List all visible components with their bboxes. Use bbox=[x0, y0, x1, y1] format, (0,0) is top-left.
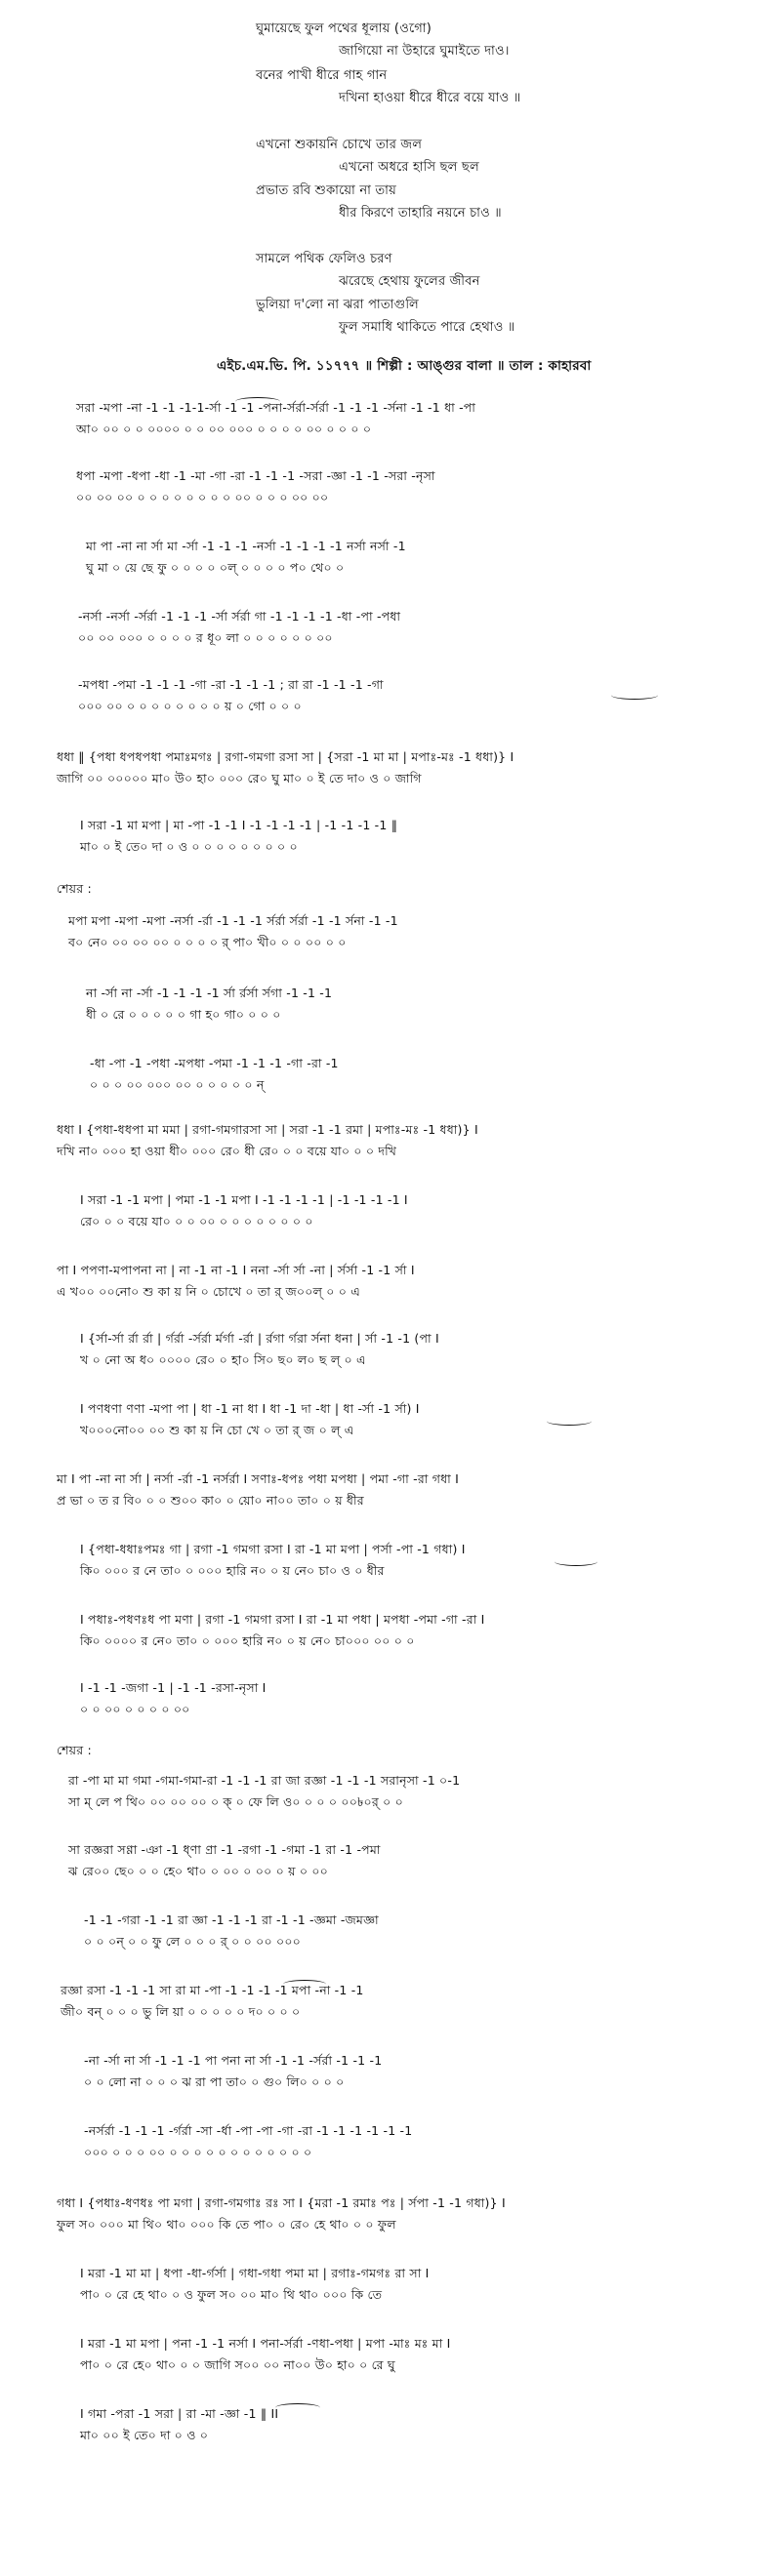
notation-swar: I মরা -1 মা মপা | পনা -1 -1 নর্সা I পনা-র্সর্রা -ণধা-পধা | মপা -মাঃ মঃ মা I bbox=[80, 2336, 451, 2351]
notation-swar: I পণধণা ণণা -মপা পা | ধা -1 না ধা I ধা -1 দা -ধা | ধা -র্সা -1 র্সা) I bbox=[80, 1401, 420, 1416]
lyric-line: ধীর কিরণে তাহারি নয়নে চাও ॥ bbox=[339, 206, 502, 221]
notation-swar: I সরা -1 -1 মপা | পমা -1 -1 মপা I -1 -1 -1 -1 | -1 -1 -1 -1 I bbox=[80, 1192, 408, 1207]
slur-mark bbox=[275, 2403, 320, 2412]
notation-bani: ঘু মা ০ য়ে ছে ফু ০ ০ ০ ০ ০ল্ ০ ০ ০ ০ প০ থে০ ০ bbox=[86, 560, 345, 575]
notation-swar: গধা I {পধাঃ-ধণধঃ পা মগা | রগা-গমগাঃ রঃ সা I {মরা -1 রমাঃ পঃ | র্সপা -1 -1 গধা)} I bbox=[57, 2195, 506, 2210]
notation-bani: খ০০০নো০০ ০০ শু কা য় নি চো খে ০ তা র্ জ ০ ল্ এ bbox=[80, 1423, 354, 1437]
slur-mark bbox=[283, 1980, 326, 1989]
lyric-line: জাগিয়ো না উহারে ঘুমাইতে দাও। bbox=[339, 44, 510, 59]
notation-bani: পা০ ০ রে হে০ থা০ ০ ০ জাগি স০০ ০০ না০০ উ০ হা০ ০ রে ঘু bbox=[80, 2357, 395, 2372]
section-label: শেয়র : bbox=[57, 881, 92, 896]
lyric-line: ঘুমায়েছে ফুল পথের ধূলায় (ওগো) bbox=[256, 21, 432, 36]
notation-swar: I -1 -1 -জগা -1 | -1 -1 -রসা-নৃসা I bbox=[80, 1680, 267, 1695]
notation-bani: দখি না০ ০০০ হা ওয়া ধী০ ০০০ রে০ ধী রে০ ০ ০ বয়ে যা০ ০ ০ দখি bbox=[57, 1144, 397, 1158]
notation-swar: I সরা -1 মা মপা | মা -পা -1 -1 I -1 -1 -1 -1 | -1 -1 -1 -1 ‖ bbox=[80, 818, 398, 832]
notation-swar: মপা মপা -মপা -মপা -নর্সা -র্রা -1 -1 -1 র্সর্রা র্সর্রা -1 -1 র্সনা -1 -1 bbox=[68, 913, 398, 928]
notation-swar: রা -পা মা মা গমা -গমা-গমা-রা -1 -1 -1 রা জা রজ্ঞা -1 -1 -1 সরানৃসা -1 ০-1 bbox=[68, 1773, 461, 1788]
notation-swar: I মরা -1 মা মা | ধপা -ধা-র্গর্সা | গধা-গধা পমা মা | রগাঃ-গমগঃ রা সা I bbox=[80, 2266, 430, 2280]
lyric-line: সামলে পথিক ফেলিও চরণ bbox=[256, 252, 392, 266]
notation-swar: -1 -1 -গরা -1 -1 রা জ্ঞা -1 -1 -1 রা -1 -1 -জ্ঞমা -জমজ্ঞা bbox=[84, 1912, 379, 1927]
notation-swar: -মপধা -পমা -1 -1 -1 -গা -রা -1 -1 -1 ; রা রা -1 -1 -1 -গা bbox=[78, 677, 384, 692]
notation-swar: মা পা -না না র্সা মা -র্সা -1 -1 -1 -নর্সা -1 -1 -1 -1 নর্সা নর্সা -1 bbox=[86, 539, 406, 553]
notation-swar: ধধা ‖ {পধা ধপধপধা পমাঃমগঃ | রগা-গমগা রসা সা | {সরা -1 মা মা | মপাঃ-মঃ -1 ধধা)} I bbox=[57, 749, 514, 764]
notation-bani: ০০ ০০ ০০ ০ ০ ০ ০ ০ ০ ০ ০ ০০ ০ ০ ০ ০০ ০০ bbox=[76, 490, 329, 504]
slur-mark bbox=[235, 397, 280, 406]
notation-bani: খ ০ নো অ ধ০ ০০০০ রে০ ০ হা০ সি০ ছ০ ল০ ছ ল্ ০ এ bbox=[80, 1352, 366, 1367]
notation-swar: ধধা I {পধা-ধধপা মা মমা | রগা-গমগারসা সা | সরা -1 -1 রমা | মপাঃ-মঃ -1 ধধা)} I bbox=[57, 1122, 478, 1137]
notation-bani: কি০ ০০০০ র নে০ তা০ ০ ০০০ হারি ন০ ০ য় নে০ চা০০০ ০০ ০ ০ bbox=[80, 1633, 415, 1648]
notation-bani: প্র ভা ০ ত র বি০ ০ ০ শু০০ কা০ ০ য়ো০ না০০ তা০ ০ য় ধীর bbox=[57, 1493, 364, 1508]
notation-bani: জী০ বন্ ০ ০ ০ ভু লি য়া ০ ০ ০ ০ ০ দ০ ০ ০ ০ bbox=[61, 2004, 301, 2019]
notation-bani: ০ ০ ০ ০০ ০০০ ০০ ০ ০ ০ ০ ০ ন্ bbox=[90, 1077, 265, 1092]
notation-bani: সা ম্ লে প থি০ ০০ ০০ ০০ ০ ক্ ০ ফে লি ও০ ০ ০ ০ ০০৳০র্ ০ ০ bbox=[68, 1794, 403, 1809]
section-label: শেয়র : bbox=[57, 1743, 92, 1757]
notation-bani: ০ ০ ০ন্ ০ ০ ফু লে ০ ০ ০ র্ ০ ০ ০০ ০০০ bbox=[84, 1934, 301, 1949]
notation-bani: মা০ ০ ই তে০ দা ০ ও ০ ০ ০ ০ ০ ০ ০ ০ ০ bbox=[80, 839, 298, 854]
notation-bani: ০০ ০০ ০০০ ০ ০ ০ ০ র ধূ০ লা ০ ০ ০ ০ ০ ০ ০০ bbox=[78, 630, 333, 645]
notation-swar: I গমা -পরা -1 সরা | রা -মা -জ্ঞা -1 ‖ II bbox=[80, 2406, 279, 2421]
notation-bani: জাগি ০০ ০০০০০ মা০ উ০ হা০ ০০০ রে০ ঘু মা০ ০ ই তে দা০ ও ০ জাগি bbox=[57, 771, 422, 785]
slur-mark bbox=[611, 691, 658, 700]
notation-bani: কি০ ০০০ র নে তা০ ০ ০০০ হারি ন০ ০ য় নে০ চা০ ও ০ ধীর bbox=[80, 1563, 385, 1578]
notation-swar: I {র্সা-র্সা র্রা র্রা | র্গর্রা -র্সর্রা র্মর্গা -র্রা | র্রগা র্গরা র্সনা ধনা | র্সা -1 -1 (পা I bbox=[80, 1331, 439, 1346]
notation-swar: সরা -মপা -না -1 -1 -1-1-র্সা -1 -1 -পনা-র্সর্রা-র্সর্রা -1 -1 -1 -র্সনা -1 -1 ধা -পা bbox=[76, 400, 476, 415]
notation-swar: না -র্সা না -র্সা -1 -1 -1 -1 র্সা র্রর্সা র্সগা -1 -1 -1 bbox=[86, 986, 333, 1000]
notation-swar: -না -র্সা না র্সা -1 -1 -1 পা পনা না র্সা -1 -1 -র্সর্রা -1 -1 -1 bbox=[84, 2053, 383, 2068]
notation-swar: মা I পা -না না র্সা | নর্সা -র্রা -1 নর্সর্রা I সণাঃ-ধপঃ পধা মপধা | পমা -গা -রা গধা I bbox=[57, 1471, 459, 1486]
notation-bani: আ০ ০০ ০ ০ ০০০০ ০ ০ ০০ ০০০ ০ ০ ০ ০ ০০ ০ ০ ০ ০ bbox=[76, 422, 372, 436]
notation-bani: ০০০ ০ ০ ০ ০০ ০ ০ ০ ০ ০ ০ ০ ০ ০ ০ ০ ০ bbox=[84, 2145, 312, 2159]
lyric-line: ঝরেছে হেথায় ফুলের জীবন bbox=[339, 274, 480, 289]
notation-swar: রজ্ঞা রসা -1 -1 -1 সা রা মা -পা -1 -1 -1 -1 মপা -না -1 -1 bbox=[61, 1983, 364, 1997]
notation-swar: -নর্সর্রা -1 -1 -1 -র্গর্রা -সা -র্ধা -পা -পা -গা -রা -1 -1 -1 -1 -1 -1 bbox=[84, 2123, 413, 2138]
notation-swar: I {পধা-ধধাঃপমঃ গা | রগা -1 গমগা রসা I রা -1 মা মপা | পর্সা -পা -1 গধা) I bbox=[80, 1542, 466, 1556]
notation-bani: ঝ রে০০ ছে০ ০ ০ হে০ থা০ ০ ০০ ০ ০০ ০ য় ০ ০০ bbox=[68, 1864, 328, 1878]
notation-bani: ফুল স০ ০০০ মা থি০ থা০ ০০০ কি তে পা০ ০ রে০ হে থা০ ০ ০ ফুল bbox=[57, 2217, 396, 2232]
notation-bani: ধী ০ রে ০ ০ ০ ০ ০ গা হ০ গা০ ০ ০ ০ bbox=[86, 1007, 281, 1022]
notation-swar: পা I পপণা-মপাপনা না | না -1 না -1 I ননা -র্সা র্সা -না | র্সর্সা -1 -1 র্সা I bbox=[57, 1263, 415, 1277]
notation-bani: রে০ ০ ০ বয়ে যা০ ০ ০ ০০ ০ ০ ০ ০ ০ ০ ০ ০ bbox=[80, 1214, 313, 1228]
notation-swar: I পধাঃ-পধণঃধ পা মণা | রগা -1 গমগা রসা I রা -1 মা পধা | মপধা -পমা -গা -রা I bbox=[80, 1612, 485, 1627]
lyric-line: এখনো শুকায়নি চোখে তার জল bbox=[256, 138, 423, 152]
lyric-line: দখিনা হাওয়া ধীরে ধীরে বয়ে যাও ॥ bbox=[339, 91, 521, 105]
lyric-line: ভুলিয়া দ'লো না ঝরা পাতাগুলি bbox=[256, 298, 419, 312]
notation-bani: পা০ ০ রে হে থা০ ০ ও ফুল স০ ০০ মা০ থি থা০ ০০০ কি তে bbox=[80, 2287, 383, 2302]
notation-swar: সা রজ্ঞরা সণ্ণা -ঞা -1 ধ্ণা ণ্রা -1 -রগা -1 -গমা -1 রা -1 -পমা bbox=[68, 1842, 381, 1857]
notation-bani: মা০ ০০ ই তে০ দা ০ ও ০ bbox=[80, 2428, 209, 2442]
lyric-line: প্রভাত রবি শুকায়ো না তায় bbox=[256, 183, 396, 198]
notation-bani: এ খ০০ ০০নো০ শু কা য় নি ০ চোখে ০ তা র্ জ০০ল্ ০ ০ এ bbox=[57, 1284, 360, 1299]
notation-bani: ০ ০ ০০ ০ ০ ০ ০ ০০ bbox=[80, 1702, 190, 1716]
notation-bani: ০ ০ লো না ০ ০ ০ ঝ রা পা তা০ ০ গু০ লি০ ০ ০ ০ bbox=[84, 2074, 345, 2089]
record-header: এইচ.এম.ভি. পি. ১১৭৭৭ ॥ শিল্পী : আঙ্গুর বালা ॥ তাল : কাহারবা bbox=[217, 358, 592, 374]
lyric-line: এখনো অধরে হাসি ছল ছল bbox=[339, 160, 479, 175]
slur-mark bbox=[555, 1557, 597, 1566]
slur-mark bbox=[547, 1417, 592, 1426]
notation-bani: ০০০ ০০ ০ ০ ০ ০ ০ ০ ০ ০ য় ০ গো ০ ০ ০ bbox=[78, 699, 302, 713]
notation-swar: -ধা -পা -1 -পধা -মপধা -পমা -1 -1 -1 -গা -রা -1 bbox=[90, 1056, 339, 1070]
notation-swar: ধপা -মপা -ধপা -ধা -1 -মা -গা -রা -1 -1 -1 -সরা -জ্ঞা -1 -1 -সরা -নৃসা bbox=[76, 468, 435, 483]
lyric-line: বনের পাখী ধীরে গাহ গান bbox=[256, 68, 388, 83]
notation-swar: -নর্সা -নর্সা -র্সর্রা -1 -1 -1 -র্সা র্সর্রা গা -1 -1 -1 -1 -ধা -পা -পধা bbox=[78, 609, 401, 624]
lyric-line: ফুল সমাধি থাকিতে পারে হেথাও ॥ bbox=[339, 320, 515, 335]
notation-bani: ব০ নে০ ০০ ০০ ০০ ০ ০ ০ ০ র্ পা০ খী০ ০ ০ ০০ ০ ০ bbox=[68, 935, 347, 949]
